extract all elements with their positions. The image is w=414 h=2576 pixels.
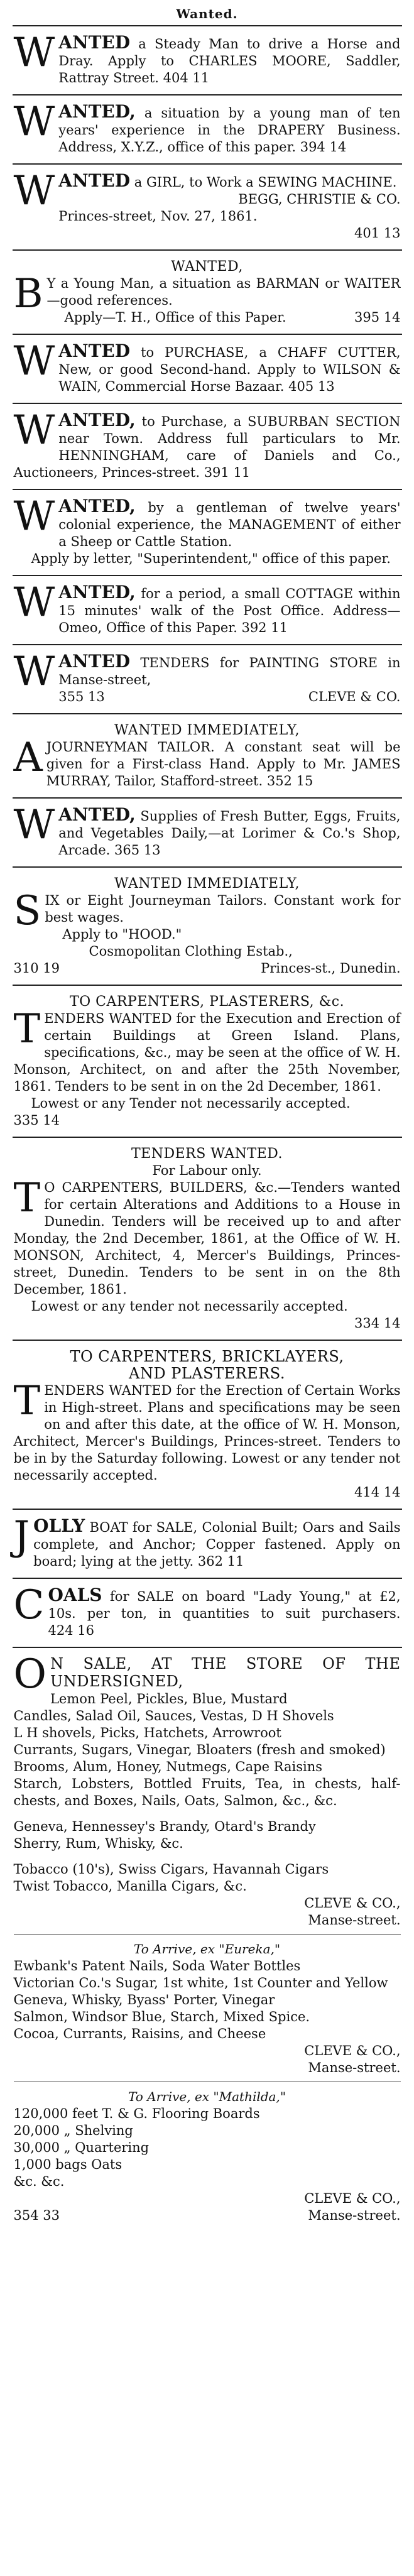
ad-title: TENDERS WANTED. — [131, 1146, 283, 1162]
ad-journeyman-tailor — [13, 714, 402, 799]
section-header: Wanted. — [13, 4, 402, 26]
eureka-title: To Arrive, ex "Eureka," — [133, 1941, 281, 1957]
ad-ref: 352 15 — [266, 773, 313, 789]
ad-ref: 414 14 — [354, 1485, 401, 1500]
ad-dropcap: W — [13, 30, 55, 76]
ad-six-tailors — [13, 868, 402, 986]
ad-lead: ANTED, — [58, 804, 136, 825]
ad-ref: 355 13 — [58, 689, 105, 704]
list-item: Candles, Salad Oil, Sauces, Vestas, D H Shovels — [13, 1708, 334, 1723]
ad-text: BOAT for SALE, Colonial Built; Oars and Sails complete, and Anchor; Copper fastened. Apply on board; lying at the jetty. — [33, 1520, 401, 1569]
mathilda-items — [14, 2105, 401, 2190]
ad-lead: ANTED, — [58, 410, 136, 430]
ad-dropcap: W — [13, 493, 55, 540]
list-item: &c. &c. — [13, 2174, 65, 2189]
ad-text: to Purchase, a SUBURBAN SECTION near Town. Address full particulars to Mr. HENNINGHAM, care of Daniels and Co., Auctioneers, Princes-street. — [13, 414, 401, 480]
ad-labour-tenders — [13, 1138, 402, 1341]
ad-text: O CARPENTERS, BUILDERS, &c.—Tenders wanted for certain Alterations and Additions to a House in Dunedin. Tenders will be received up to and after Monday, the 2nd December, 1861, at the Office of W. H. MONSON, Architect, 4, Mercer's Buildings, Princes-street, Dunedin. Tenders to be sent in on the 8th December, 1861. — [13, 1180, 401, 1297]
ad-title: TO CARPENTERS, BRICKLAYERS, — [70, 1348, 344, 1365]
ad-dropcap: S — [13, 888, 41, 934]
ad-extra: Apply to "HOOD." — [62, 927, 182, 942]
ad-dropcap: T — [13, 1378, 41, 1424]
ad-text: ENDERS WANTED for the Erection of Certain Works in High-street. Plans and specifications may be seen on and after this date, at the office of W. H. Monson, Architect, Mercer's Buildings, Princes-street. Tenders to be in by the Saturday following. Lowest or any tender not necessarily accepted. — [13, 1383, 401, 1483]
list-item: Lemon Peel, Pickles, Blue, Mustard — [50, 1691, 288, 1706]
ad-lead: ANTED — [58, 341, 131, 361]
sale-items — [14, 1691, 401, 1809]
ad-lead: OALS — [48, 1585, 102, 1605]
ad-text: a situation by a young man of ten years' experience in the DRAPERY Business. Address, X.Y.Z., office of this paper. — [58, 106, 401, 155]
eureka-signature: CLEVE & CO., — [304, 2043, 401, 2058]
ad-coals — [13, 1579, 402, 1648]
list-item: Twist Tobacco, Manilla Cigars, &c. — [13, 1879, 247, 1894]
ad-jolly-boat — [13, 1510, 402, 1579]
eureka-items — [14, 1958, 401, 2043]
ad-text: for SALE on board "Lady Young," at £2, 10s. per ton, in quantities to suit purchasers. — [48, 1589, 401, 1621]
ad-lead: ANTED, — [58, 101, 136, 122]
list-item: Sherry, Rum, Whisky, &c. — [13, 1836, 183, 1851]
ad-text: IX or Eight Journeyman Tailors. Constant work for best wages. — [45, 893, 401, 925]
ad-lead: ANTED, — [58, 496, 136, 516]
ad-dropcap: A — [13, 734, 43, 781]
ad-steady-man — [13, 26, 402, 96]
ad-extra: Apply—T. H., Office of this Paper. — [64, 310, 286, 325]
list-item: Ewbank's Patent Nails, Soda Water Bottles — [13, 1958, 301, 1973]
ad-lead: ANTED — [58, 170, 131, 191]
ad-dropcap: W — [13, 648, 55, 695]
list-item: Brooms, Alum, Honey, Nutmegs, Cape Raisins — [13, 1759, 323, 1774]
list-item: 30,000 „ Quartering — [13, 2140, 150, 2155]
sale-items-2 — [14, 1818, 401, 1852]
ad-lead: OLLY — [33, 1515, 85, 1536]
ad-ref: 405 13 — [288, 379, 335, 394]
ad-dropcap: W — [13, 168, 55, 214]
ad-lead: ANTED — [58, 32, 131, 53]
ad-ref: 404 11 — [163, 70, 210, 85]
ad-ref: 335 14 — [13, 1113, 60, 1128]
ad-ref: 391 11 — [204, 465, 251, 480]
ad-ref: 365 13 — [114, 843, 161, 858]
ad-text: Supplies of Fresh Butter, Eggs, Fruits, and Vegetables Daily,—at Lorimer & Co.'s Shop, Arcade. — [58, 809, 401, 858]
ad-title-2: AND PLASTERERS. — [129, 1365, 285, 1382]
ad-dropcap: C — [13, 1582, 45, 1629]
newspaper-column — [13, 0, 402, 2232]
ad-barman — [13, 251, 402, 335]
ad-dropcap: W — [13, 802, 55, 848]
list-item: Tobacco (10's), Swiss Cigars, Havannah Cigars — [13, 1862, 329, 1877]
list-item: 20,000 „ Shelving — [13, 2123, 133, 2138]
ad-title: WANTED IMMEDIATELY, — [114, 723, 300, 738]
ads-list — [13, 26, 402, 986]
list-item: Geneva, Whisky, Byass' Porter, Vinegar — [13, 1992, 275, 2007]
list-item: 120,000 feet T. & G. Flooring Boards — [13, 2106, 260, 2121]
ad-ref: 392 11 — [241, 620, 288, 635]
ad-drapery-situation — [13, 96, 402, 165]
ad-title: WANTED, — [171, 259, 243, 275]
ad-note: Lowest or any Tender not necessarily accepted. — [31, 1096, 351, 1111]
mathilda-signature-2: Manse-street. — [308, 2208, 401, 2223]
ad-title: TO CARPENTERS, PLASTERERS, &c. — [69, 994, 345, 1010]
ad-text: by a gentleman of twelve years' colonial experience, the MANAGEMENT of either a Sheep or Cattle Station. — [58, 500, 401, 549]
ad-text: for a period, a small COTTAGE within 15 minutes' walk of the Post Office. Address—Omeo, Office of this Paper. — [58, 586, 401, 635]
ad-fresh-butter — [13, 799, 402, 868]
sale-items-3 — [14, 1861, 401, 1895]
ad-note: Lowest or any tender not necessarily accepted. — [31, 1299, 348, 1314]
ad-ref: 424 16 — [48, 1623, 94, 1638]
ad-text: ENDERS WANTED for the Execution and Erection of certain Buildings at Green Island. Plans, specifications, &c., may be seen at the office of W. H. Monson, Architect, on and after the 25th November, 1861. Tenders to be sent in on the 2d December, 1861. — [13, 1011, 401, 1094]
ad-ref: 394 14 — [300, 139, 347, 155]
ad-lead: ANTED, — [58, 582, 136, 603]
ad-signature: CLEVE & CO., — [304, 1896, 401, 1911]
ad-dropcap: W — [13, 338, 55, 385]
ad-sheep-station — [13, 490, 402, 576]
list-item: L H shovels, Picks, Hatchets, Arrowroot — [13, 1725, 281, 1740]
ad-dropcap: J — [13, 1513, 30, 1559]
ad-signature: Cosmopolitan Clothing Estab., — [89, 944, 293, 959]
ad-signature: BEGG, CHRISTIE & CO. — [238, 192, 401, 207]
list-item: Salmon, Windsor Blue, Starch, Mixed Spice. — [13, 2009, 310, 2024]
ad-small-cottage — [13, 576, 402, 645]
ad-green-island-tenders — [13, 986, 402, 1138]
ad-dropcap: W — [13, 99, 55, 145]
ad-text: Y a Young Man, a situation as BARMAN or WAITER—good references. — [46, 276, 401, 308]
list-item: Starch, Lobsters, Bottled Fruits, Tea, in chests, half-chests, and Boxes, Nails, Oats, Salmon, &c., &c. — [13, 1776, 401, 1808]
ad-extra: Apply by letter, "Superintendent," office of this paper. — [31, 551, 391, 566]
ad-ref: 362 11 — [197, 1554, 244, 1569]
ad-lead: ANTED — [58, 651, 131, 672]
list-item: Geneva, Hennessey's Brandy, Otard's Brandy — [13, 1819, 316, 1834]
ad-suburban-section — [13, 404, 402, 490]
list-item: 1,000 bags Oats — [13, 2157, 123, 2172]
ad-dropcap: T — [13, 1175, 41, 1221]
mathilda-title: To Arrive, ex "Mathilda," — [128, 2089, 286, 2104]
ad-subtitle: For Labour only. — [152, 1163, 262, 1178]
ad-text: a Steady Man to drive a Horse and Dray. Apply to CHARLES MOORE, Saddler, Rattray Street. — [58, 36, 401, 85]
list-item: Victorian Co.'s Sugar, 1st white, 1st Counter and Yellow — [13, 1975, 388, 1990]
ad-signature-2: Manse-street. — [308, 1913, 401, 1928]
mathilda-signature: CLEVE & CO., — [304, 2191, 401, 2206]
ad-title: WANTED IMMEDIATELY, — [114, 876, 300, 892]
ad-on-sale — [13, 1648, 402, 2232]
ad-dropcap: W — [13, 407, 55, 454]
ad-extra: Princes-street, Nov. 27, 1861. — [58, 209, 258, 224]
ad-signature: CLEVE & CO. — [308, 689, 401, 704]
ad-dropcap: O — [13, 1651, 46, 1698]
ad-high-street-tenders — [13, 1341, 402, 1510]
ad-chaff-cutter — [13, 335, 402, 404]
ad-text: TENDERS for PAINTING STORE in Manse-street, — [58, 655, 401, 687]
ad-dropcap: W — [13, 579, 55, 626]
list-item: Currants, Sugars, Vinegar, Bloaters (fresh and smoked) — [13, 1742, 386, 1757]
ad-title: N SALE, AT THE STORE OF THE UNDERSIGNED, — [50, 1655, 401, 1690]
ad-text: to PURCHASE, a CHAFF CUTTER, New, or good Second-hand. Apply to WILSON & WAIN, Commercial Horse Bazaar. — [58, 345, 401, 394]
ad-dropcap: T — [13, 1006, 41, 1052]
ad-text: JOURNEYMAN TAILOR. A constant seat will be given for a First-class Hand. Apply to Mr. JAMES MURRAY, Tailor, Stafford-street. — [46, 740, 401, 789]
ad-ref: 395 14 — [354, 310, 401, 325]
ad-ref: 354 33 — [13, 2208, 60, 2223]
ad-signature-2: Princes-st., Dunedin. — [261, 961, 401, 976]
eureka-signature-2: Manse-street. — [308, 2060, 401, 2075]
ad-ref: 334 14 — [354, 1316, 401, 1331]
ad-sewing-girl — [13, 165, 402, 251]
ad-text: a GIRL, to Work a SEWING MACHINE. — [134, 175, 397, 190]
ad-painting-tenders — [13, 645, 402, 714]
list-item: Cocoa, Currants, Raisins, and Cheese — [13, 2026, 266, 2041]
ad-ref: 401 13 — [354, 226, 401, 241]
ad-ref: 310 19 — [13, 961, 60, 976]
ad-dropcap: B — [13, 271, 43, 317]
